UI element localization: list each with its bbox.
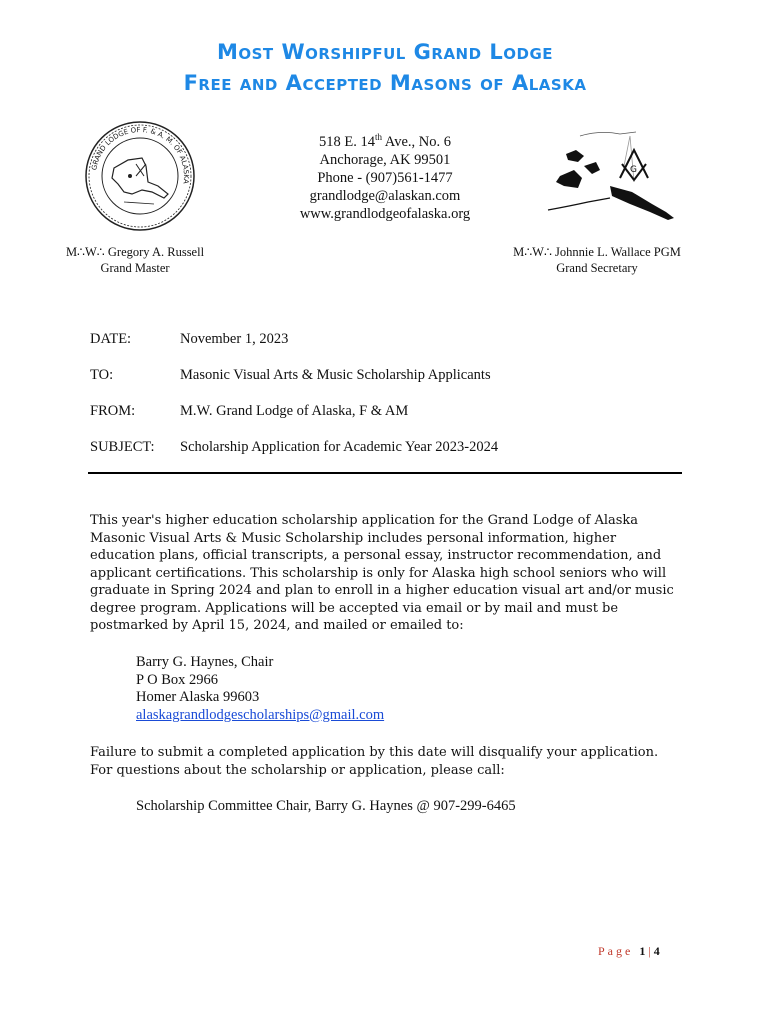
memo-subject-value: Scholarship Application for Academic Year 2023-2024: [180, 439, 499, 455]
memo-date-label: DATE:: [90, 331, 132, 347]
memo-to-value: Masonic Visual Arts & Music Scholarship Applicants: [180, 367, 491, 383]
grand-secretary-name: M∴W∴ Johnnie L. Wallace PGM: [513, 245, 681, 259]
address-website: www.grandlodgeofalaska.org: [299, 205, 471, 222]
mailing-po-box: P O Box 2966: [136, 671, 219, 688]
mailing-city: Homer Alaska 99603: [136, 689, 260, 705]
body-paragraph-1: This year's higher education scholarship application for the Grand Lodge of Alaska Masonic Visual Arts & Music Scholarship includes personal information, higher education plans, official transcripts, a personal essay, instructor recommendation, and applicant certifications. This scholarship is only for Alaska high school seniors who will graduate in Spring 2024 and plan to enroll in a higher education visual art and/or music degree program. Applications will be accepted via email or by mail and must be postmarked by April 15, 2024, and mailed or emailed to:: [90, 513, 674, 633]
svg-text:G: G: [630, 165, 637, 175]
letterhead-title-line1: Most Worshipful Grand Lodge: [216, 40, 554, 64]
body-paragraph-2: Failure to submit a completed application by this date will disqualify your application. For questions about the scholarship or application, please call:: [90, 745, 659, 778]
grand-master-title: Grand Master: [100, 261, 170, 275]
svg-text:GRAND LODGE OF F. & A. M. OF A: GRAND LODGE OF F. & A. M. OF ALASKA: [90, 125, 191, 185]
mailing-name: Barry G. Haynes, Chair: [136, 654, 274, 670]
letterhead-title-line2: Free and Accepted Masons of Alaska: [183, 71, 587, 95]
grand-master-name: M∴W∴ Gregory A. Russell: [65, 245, 205, 259]
address-street: 518 E. 14th Ave., No. 6: [318, 132, 451, 150]
address-email: grandlodge@alaskan.com: [309, 187, 461, 204]
grand-secretary-block: [502, 244, 692, 276]
memo-from-label: FROM:: [90, 403, 136, 419]
address-city: Anchorage, AK 99501: [319, 151, 451, 168]
lodge-address-block: [250, 128, 520, 223]
grand-secretary-title: Grand Secretary: [556, 261, 638, 275]
memo-to-label: TO:: [90, 367, 114, 383]
memo-subject-label: SUBJECT:: [90, 439, 155, 455]
page-separator: |: [648, 944, 654, 958]
memo-from-value: M.W. Grand Lodge of Alaska, F & AM: [180, 403, 409, 419]
memo-divider: [88, 472, 682, 474]
address-phone: Phone - (907)561-1477: [317, 169, 453, 186]
page-current: 1: [639, 944, 649, 958]
grand-master-block: [55, 244, 215, 276]
committee-contact-line: Scholarship Committee Chair, Barry G. Haynes @ 907-299-6465: [136, 798, 516, 814]
memo-date-value: November 1, 2023: [180, 331, 289, 347]
page-total: 4: [653, 944, 663, 958]
scholarship-email-link[interactable]: alaskagrandlodgescholarships@gmail.com: [136, 706, 385, 723]
alaska-map-masonic-logo-icon: [540, 126, 686, 222]
mailing-address-block: [136, 654, 384, 724]
page-word: Page: [598, 944, 634, 958]
page-number-footer: [598, 944, 663, 959]
grand-lodge-seal-icon: [84, 120, 196, 232]
